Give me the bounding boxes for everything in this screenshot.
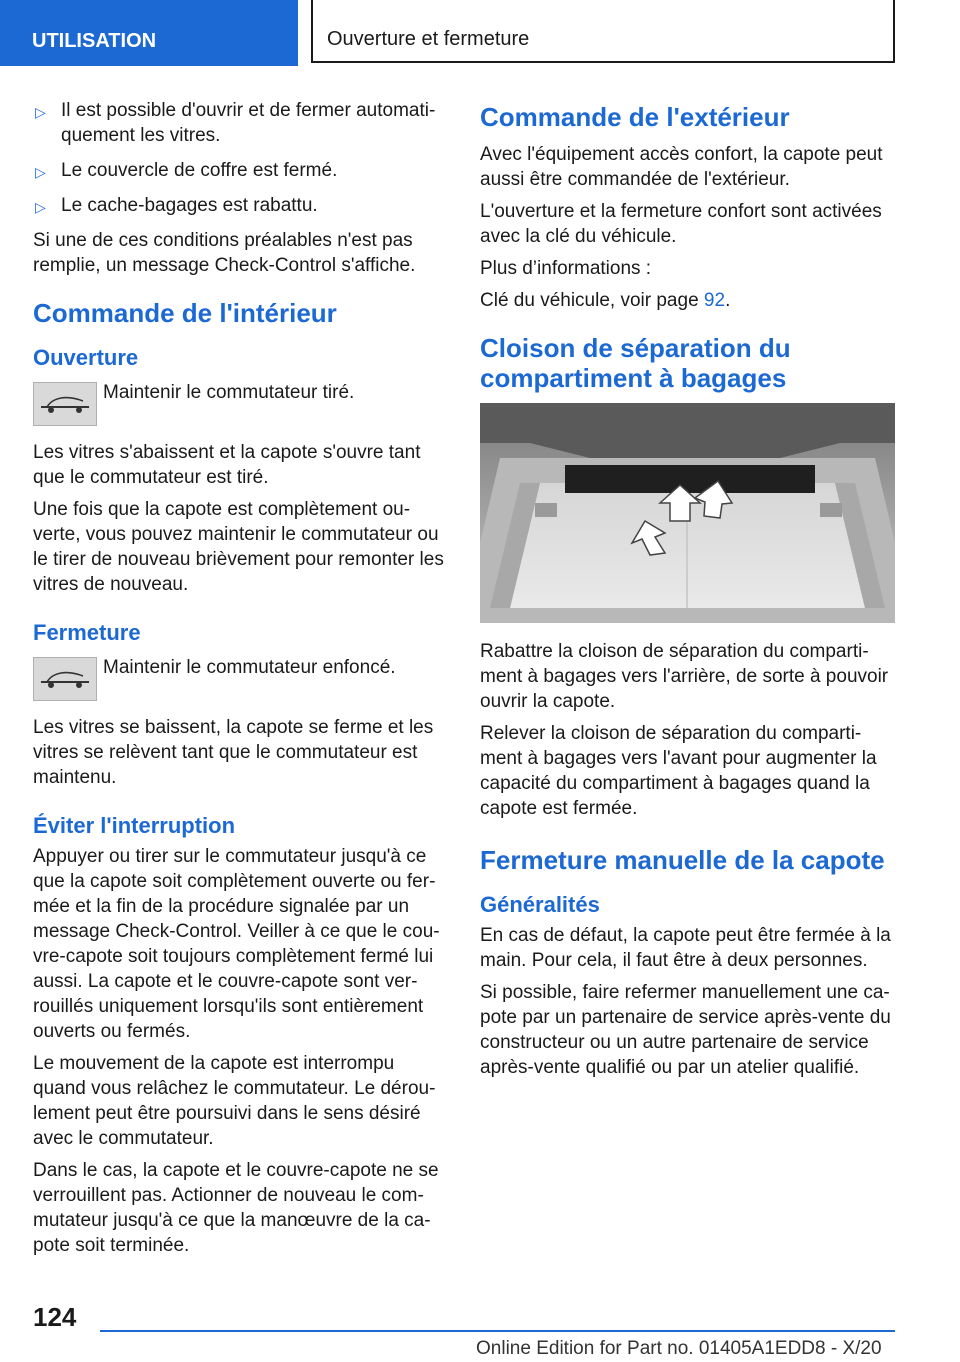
avoid-paragraph-3: Dans le cas, la capote et le couvre-capote ne se verrouillent pas. Actionner de nouveau le com-mutateur jusqu'à ce que la manœuvre de la ca-pote soit terminée.	[33, 1160, 439, 1256]
edition-label: Online Edition for Part no. 01405A1EDD8 - X/20	[476, 1338, 882, 1359]
opening-switch-text: Maintenir le commutateur tiré.	[103, 382, 355, 403]
convertible-switch-icon	[33, 382, 97, 426]
opening-heading: Ouverture	[33, 345, 139, 370]
luggage-compartment-photo	[480, 403, 895, 623]
opening-switch-row	[33, 380, 447, 426]
triangle-bullet-icon: ▷	[35, 104, 46, 120]
triangle-bullet-icon: ▷	[35, 164, 46, 180]
page-number: 124	[33, 1302, 77, 1332]
chapter-title: Ouverture et fermeture	[311, 0, 895, 63]
exterior-reference: Clé du véhicule, voir page 92.	[480, 290, 731, 311]
closing-paragraph-1: Les vitres se baissent, la capote se ferme et les vitres se relèvent tant que le commutateur est maintenu.	[33, 717, 434, 788]
page-header	[0, 0, 960, 66]
right-column	[480, 98, 895, 1087]
page-link[interactable]: 92	[703, 290, 726, 311]
manual-closing-heading: Fermeture manuelle de la capote	[480, 845, 885, 875]
exterior-paragraph-2: L'ouverture et la fermeture confort sont activées avec la clé du véhicule.	[480, 201, 882, 247]
exterior-paragraph-1: Avec l'équipement accès confort, la capote peut aussi être commandée de l'extérieur.	[480, 144, 883, 190]
list-item: ▷ Le couvercle de coffre est fermé.	[33, 158, 447, 183]
avoid-interruption-heading: Éviter l'interruption	[33, 813, 236, 838]
general-heading: Généralités	[480, 892, 600, 917]
avoid-paragraph-1: Appuyer ou tirer sur le commutateur jusqu'à ce que la capote soit complètement ouverte ou fer-mée et la fin de la procédure signalée par un message Check-Control. Veiller à ce que le cou-vre-capote soit toujours complètement fermé lui aussi. La capote et le couvre-capote sont ver-rouillés uniquement lorsqu'ils sont entièrement ouverts ou fermés.	[33, 846, 440, 1042]
opening-paragraph-2: Une fois que la capote est complètement ou-verte, vous pouvez maintenir le commutateur ou le tirer de nouveau brièvement pour remonter les vitres de nouveau.	[33, 499, 444, 595]
exterior-heading: Commande de l'extérieur	[480, 102, 790, 132]
left-column	[33, 98, 447, 1265]
footer-divider	[100, 1330, 895, 1332]
conditions-note: Si une de ces conditions préalables n'est pas remplie, un message Check-Control s'affiche.	[33, 230, 416, 276]
list-item: ▷ Il est possible d'ouvrir et de fermer automati-quement les vitres.	[35, 100, 436, 146]
general-paragraph-1: En cas de défaut, la capote peut être fermée à la main. Pour cela, il faut être à deux personnes.	[480, 925, 891, 971]
exterior-paragraph-3: Plus d’informations :	[480, 258, 652, 279]
partition-heading: Cloison de séparation du compartiment à bagages	[480, 333, 791, 393]
closing-heading: Fermeture	[33, 620, 141, 645]
avoid-paragraph-2: Le mouvement de la capote est interrompu quand vous relâchez le commutateur. Le dérou-lement peut être poursuivi dans le sens désiré avec le commutateur.	[33, 1053, 436, 1149]
triangle-bullet-icon: ▷	[35, 199, 46, 215]
opening-paragraph-1: Les vitres s'abaissent et la capote s'ouvre tant que le commutateur est tiré.	[33, 442, 421, 488]
interior-heading: Commande de l'intérieur	[33, 298, 337, 328]
section-tab: UTILISATION	[0, 0, 298, 66]
list-item: ▷ Le cache-bagages est rabattu.	[33, 193, 447, 218]
partition-paragraph-2: Relever la cloison de séparation du comparti-ment à bagages vers l'avant pour augmenter la capacité du compartiment à bagages quand la capote est fermée.	[480, 723, 877, 819]
convertible-switch-icon	[33, 657, 97, 701]
closing-switch-row	[33, 655, 447, 701]
closing-switch-text: Maintenir le commutateur enfoncé.	[103, 657, 396, 678]
condition-list	[33, 98, 447, 218]
partition-paragraph-1: Rabattre la cloison de séparation du comparti-ment à bagages vers l'arrière, de sorte à pouvoir ouvrir la capote.	[480, 641, 889, 712]
general-paragraph-2: Si possible, faire refermer manuellement une ca-pote par un partenaire de service après-vente du constructeur ou un autre partenaire de service après-vente qualifié ou par un atelier qualifié.	[480, 982, 891, 1078]
